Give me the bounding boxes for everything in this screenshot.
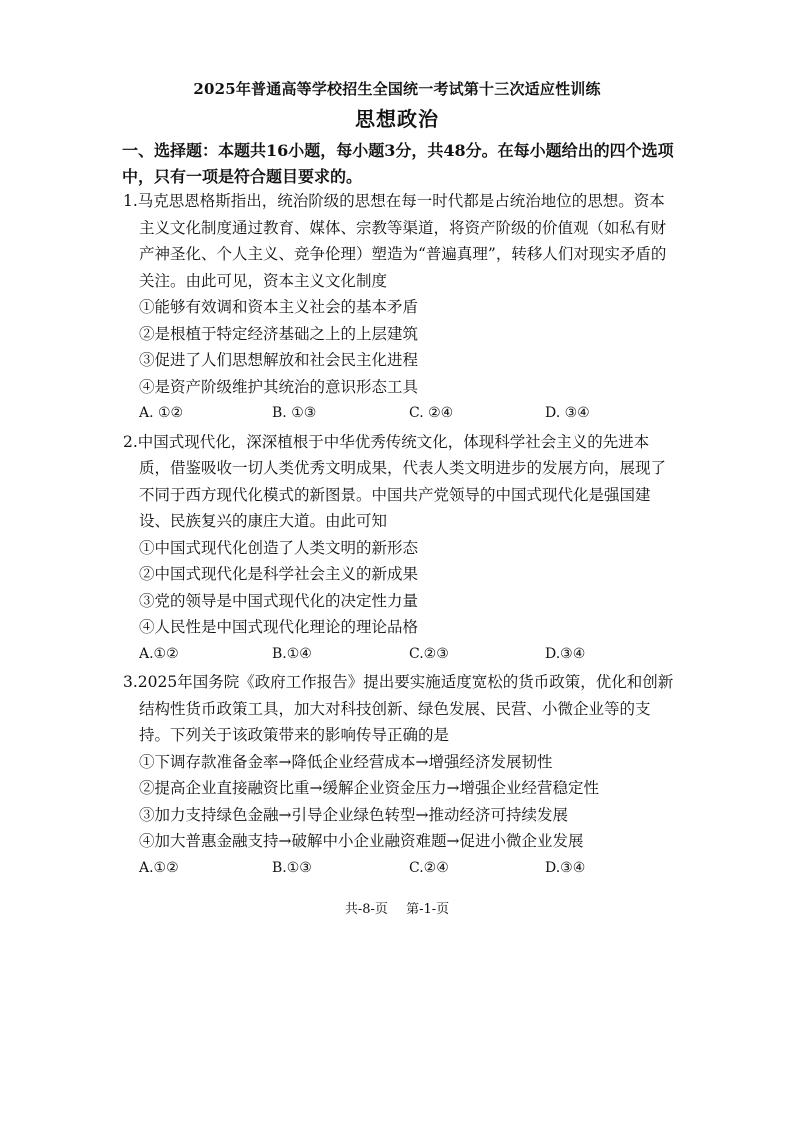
subject-title: 思想政治 (355, 107, 439, 131)
page-footer (0, 898, 794, 917)
statement-item: ④加大普惠金融支持→破解中小企业融资难题→促进小微企业发展 (139, 832, 584, 850)
answer-choices (123, 400, 679, 427)
statement-item: ①中国式现代化创造了人类文明的新形态 (139, 538, 419, 557)
question-3 (123, 669, 679, 881)
exam-title: 2025年普通高等学校招生全国统一考试第十三次适应性训练 (193, 80, 601, 98)
statement-item: ③加力支持绿色金融→引导企业绿色转型→推动经济可持续发展 (139, 805, 568, 824)
statement-item: ②提高企业直接融资比重→缓解企业资金压力→增强企业经营稳定性 (139, 779, 599, 797)
choice-a: A.①② (139, 645, 179, 662)
current-page: 第-1-页 (406, 902, 450, 917)
answer-choices (123, 855, 679, 882)
choice-d: D.③④ (545, 645, 586, 662)
choice-d: D.③④ (545, 859, 586, 876)
choice-b: B. ①③ (272, 405, 317, 421)
statement-item: ③促进了人们思想解放和社会民主化进程 (139, 351, 419, 369)
total-pages: 共-8-页 (344, 902, 388, 917)
question-2 (123, 429, 679, 668)
statement-item: ④人民性是中国式现代化理论的理论品格 (139, 618, 419, 636)
question-stem: 1.马克思恩格斯指出，统治阶级的思想在每一时代都是占统治地位的思想。资本主义文化制度通过教育、媒体、宗教等渠道，将资产阶级的价值观（如私有财产神圣化、个人主义、竞争伦理）塑造为“普遍真理”，转移人们对现实矛盾的关注。由此可见，资本主义文化制度 (123, 192, 667, 290)
choice-b: B.①③ (272, 859, 312, 876)
choice-a: A. ①② (139, 405, 184, 421)
question-stem: 3.2025年国务院《政府工作报告》提出要实施适度宽松的货币政策，优化和创新结构性货币政策工具，加大对科技创新、绿色发展、民营、小微企业等的支持。下列关于该政策带来的影响传导正确的是 (123, 673, 674, 744)
statement-item: ①能够有效调和资本主义社会的基本矛盾 (139, 298, 419, 316)
statement-item: ②中国式现代化是科学社会主义的新成果 (139, 565, 419, 583)
statement-item: ④是资产阶级维护其统治的意识形态工具 (139, 377, 419, 396)
question-1 (123, 188, 679, 427)
choice-c: C. ②④ (409, 405, 454, 421)
choice-c: C.②④ (409, 859, 449, 876)
choice-d: D. ③④ (545, 405, 590, 421)
answer-choices (123, 641, 679, 668)
choice-b: B.①④ (272, 645, 312, 662)
choice-c: C.②③ (409, 645, 449, 662)
statement-item: ①下调存款准备金率→降低企业经营成本→增强经济发展韧性 (139, 752, 553, 771)
statement-item: ②是根植于特定经济基础之上的上层建筑 (139, 324, 419, 343)
statement-list (123, 294, 679, 400)
section-instructions: 一、选择题：本题共16小题，每小题3分，共48分。在每小题给出的四个选项中，只有一项是符合题目要求的。 (122, 141, 674, 186)
question-stem: 2.中国式现代化，深深植根于中华优秀传统文化，体现科学社会主义的先进本质，借鉴吸收一切人类优秀文明成果，代表人类文明进步的发展方向，展现了不同于西方现代化模式的新图景。中国共产党领导的中国式现代化是强国建设、民族复兴的康庄大道。由此可知 (123, 432, 667, 530)
statement-item: ③党的领导是中国式现代化的决定性力量 (139, 591, 419, 610)
statement-list (123, 535, 679, 641)
statement-list (123, 749, 679, 855)
choice-a: A.①② (139, 859, 179, 876)
question-list (123, 188, 679, 883)
